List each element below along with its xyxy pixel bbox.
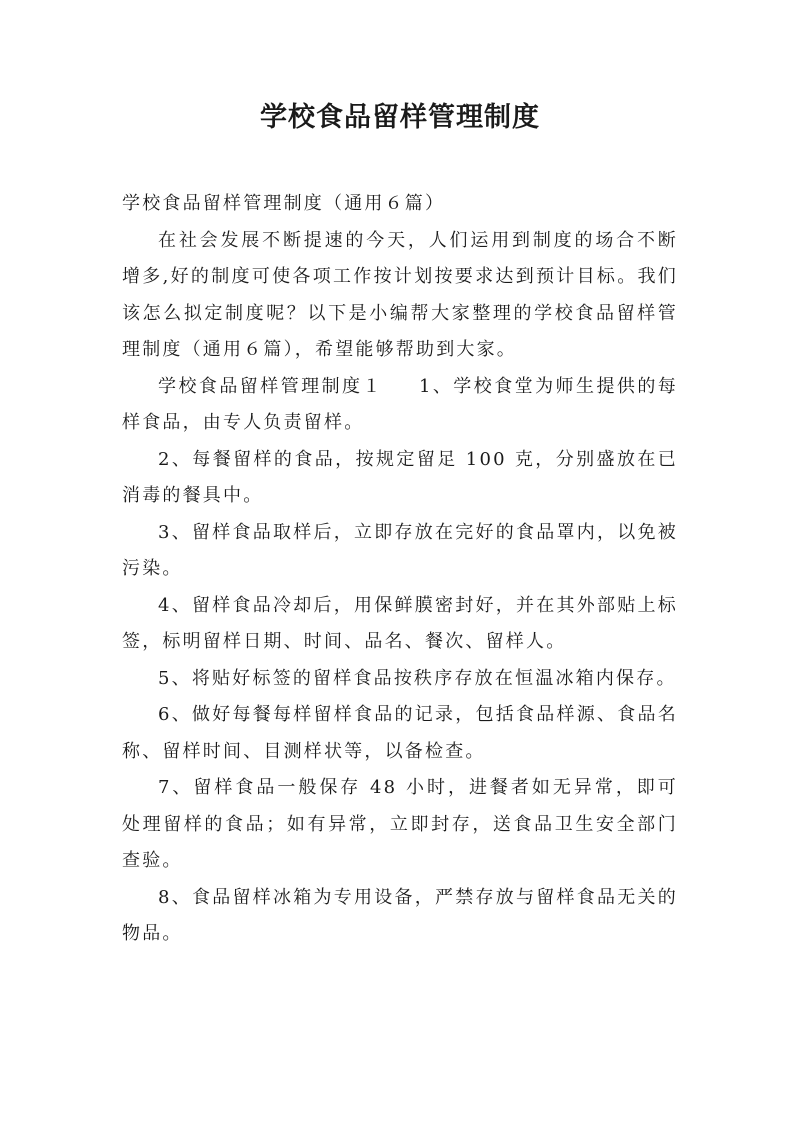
section-heading: 学校食品留样管理制度１ <box>158 375 383 397</box>
document-title: 学校食品留样管理制度 <box>260 102 540 133</box>
rule-item-8: 8、食品留样冰箱为专用设备，严禁存放与留样食品无关的物品。 <box>122 886 678 944</box>
rule-item-3: 3、留样食品取样后，立即存放在完好的食品罩内，以免被污染。 <box>122 521 678 579</box>
rule-item-6: 6、做好每餐每样留样食品的记录，包括食品样源、食品名称、留样时间、目测样状等，以备检查。 <box>122 704 678 762</box>
intro-paragraph: 在社会发展不断提速的今天，人们运用到制度的场合不断增多,好的制度可使各项工作按计划按要求达到预计目标。我们该怎么拟定制度呢？以下是小编帮大家整理的学校食品留样管理制度（通用６篇），希望能够帮助到大家。 <box>122 229 678 360</box>
rule-item-4: 4、留样食品冷却后，用保鲜膜密封好，并在其外部贴上标签，标明留样日期、时间、品名、餐次、留样人。 <box>122 594 678 652</box>
document-subtitle: 学校食品留样管理制度（通用６篇） <box>122 193 446 214</box>
rule-item-5: 5、将贴好标签的留样食品按秩序存放在恒温冰箱内保存。 <box>158 667 677 689</box>
document-body <box>122 186 678 953</box>
rule-item-1: 1、学校食堂为师生提供的每样食品，由专人负责留样。 <box>122 375 678 433</box>
rule-item-7: 7、留样食品一般保存 48 小时，进餐者如无异常，即可处理留样的食品；如有异常，立即封存，送食品卫生安全部门查验。 <box>122 777 678 871</box>
rule-item-2: 2、每餐留样的食品，按规定留足 100 克，分别盛放在已消毒的餐具中。 <box>122 448 678 506</box>
section-1-paragraph <box>122 369 678 442</box>
